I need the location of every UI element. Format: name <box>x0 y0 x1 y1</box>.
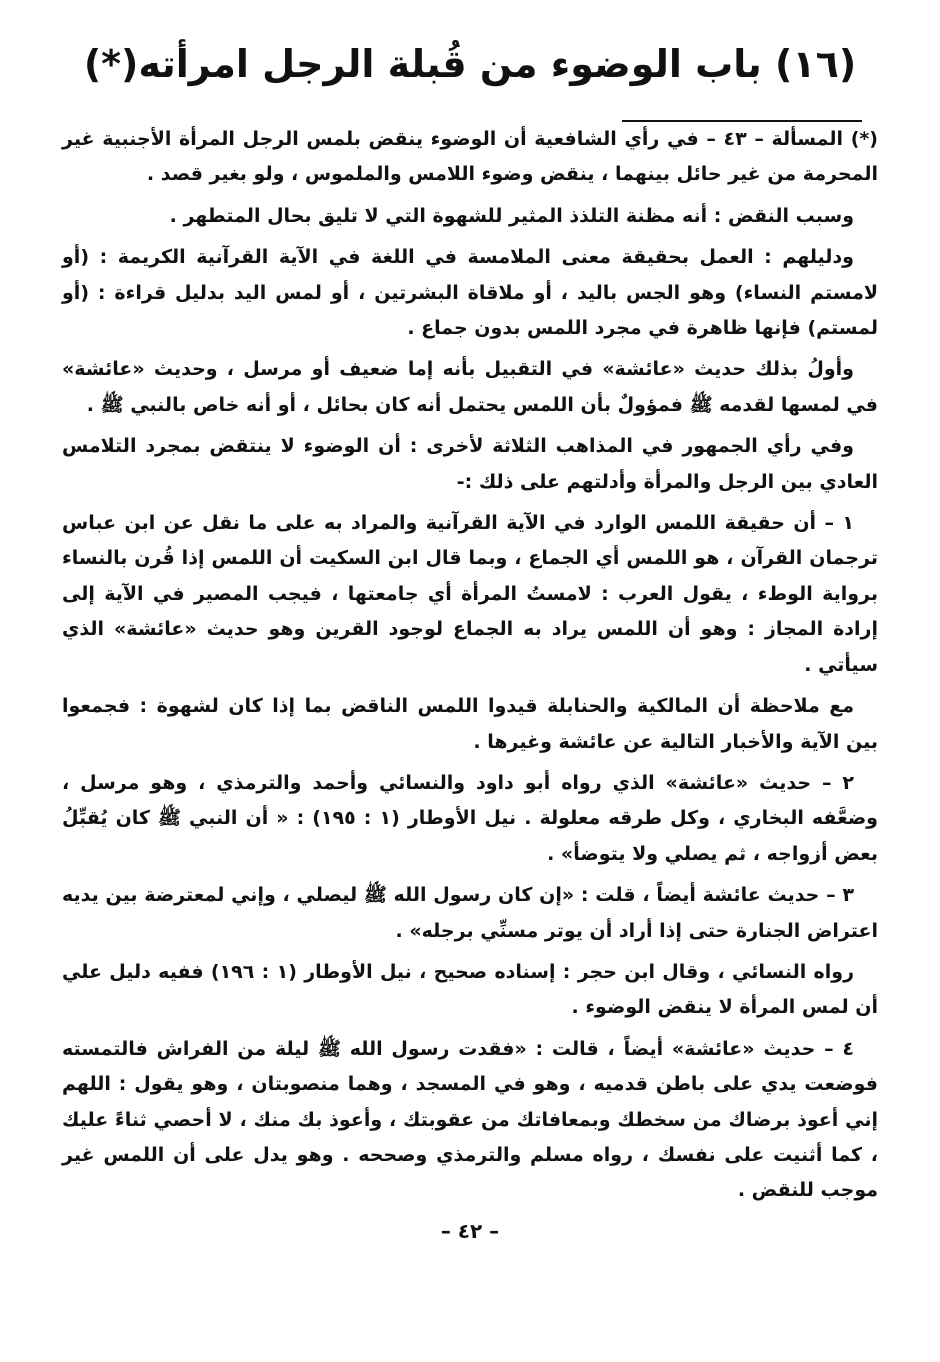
chapter-title: (١٦) باب الوضوء من قُبلة الرجل امرأته(*) <box>83 42 857 86</box>
paragraph-note: مع ملاحظة أن المالكية والحنابلة قيدوا اللمس الناقض بما إذا كان لشهوة : فجمعوا بين الآية والأخبار التالية عن عائشة وغيرها . <box>62 695 878 753</box>
paragraph-majority-view: وفي رأي الجمهور في المذاهب الثلاثة لأخرى : أن الوضوء لا ينتقض بمجرد التلامس العادي بين الرجل والمرأة وأدلتهم على ذلك :- <box>62 435 878 493</box>
page-number: – ٤٢ – <box>440 1219 500 1243</box>
paragraph-point-1: ١ – أن حقيقة اللمس الوارد في الآية القرآنية والمراد به على ما نقل عن ابن عباس ترجمان القرآن ، هو اللمس أي الجماع ، وبما قال ابن السكيت أن اللمس إذا قُرن بالنساء برواية الوطء ، يقول العرب : لامستُ المرأة أي جامعتها ، فيجب المصير في الآية إلى إرادة المجاز : وهو أن اللمس يراد به الجماع لوجود القرين وهو حديث «عائشة» الذي سيأتي . <box>62 512 878 676</box>
paragraph-issue-statement: (*) المسألة – ٤٣ – في رأي الشافعية أن الوضوء ينقض بلمس الرجل المرأة الأجنبية غير المحرمة من غير حائل بينهما ، ينقض وضوء اللامس والملموس ، ولو بغير قصد . <box>62 128 878 186</box>
paragraph-interpretation: وأولُ بذلك حديث «عائشة» في التقبيل بأنه إما ضعيف أو مرسل ، وحديث «عائشة» في لمسها لقدمه ﷺ فمؤولٌ بأن اللمس يحتمل أنه كان بحائل ، أو أنه خاص بالنبي ﷺ . <box>62 358 878 416</box>
paragraph-point-3: ٣ – حديث عائشة أيضاً ، قلت : «إن كان رسول الله ﷺ ليصلي ، وإني لمعترضة بين يديه اعتراض الجنارة حتى إذا أراد أن يوتر مسنِّي برجله» . <box>62 884 878 942</box>
paragraph-reason: وسبب النقض : أنه مظنة التلذذ المثير للشهوة التي لا تليق بحال المتطهر . <box>169 204 854 227</box>
paragraph-point-4: ٤ – حديث «عائشة» أيضاً ، قالت : «فقدت رسول الله ﷺ ليلة من الفراش فالتمسته فوضعت يدي على باطن قدميه ، وهو في المسجد ، وهما منصوبتان ، وهو يقول : اللهم إني أعوذ برضاك من سخطك وبمعافاتك من عقوبتك ، وأعوذ بك منك ، لا أحصي ثناءً عليك ، كما أثنيت على نفسك ، رواه مسلم والترمذي وصححه . وهو يدل على أن اللمس غير موجب للنقض . <box>62 1037 878 1202</box>
paragraph-evidence: ودليلهم : العمل بحقيقة معنى الملامسة في اللغة في الآية القرآنية الكريمة : (أو لامستم النساء) وهو الجس باليد ، أو ملاقاة البشرتين ، أو لمس اليد بدليل قراءة : (أو لمستم) فإنها ظاهرة في مجرد اللمس بدون جماع . <box>62 246 878 340</box>
footnote-body <box>62 122 878 1215</box>
paragraph-narration: رواه النسائي ، وقال ابن حجر : إسناده صحيح ، نيل الأوطار (١ : ١٩٦) ففيه دليل علي أن لمس المرأة لا ينقض الوضوء . <box>62 960 878 1019</box>
paragraph-point-2: ٢ – حديث «عائشة» الذي رواه أبو داود والنسائي وأحمد والترمذي ، وهو مرسل ، وضعَّفه البخاري ، وكل طرقه معلولة . نيل الأوطار (١ : ١٩٥) : « أن النبي ﷺ كان يُقبِّلُ بعض أزواجه ، ثم يصلي ولا يتوضأ» . <box>62 771 878 865</box>
